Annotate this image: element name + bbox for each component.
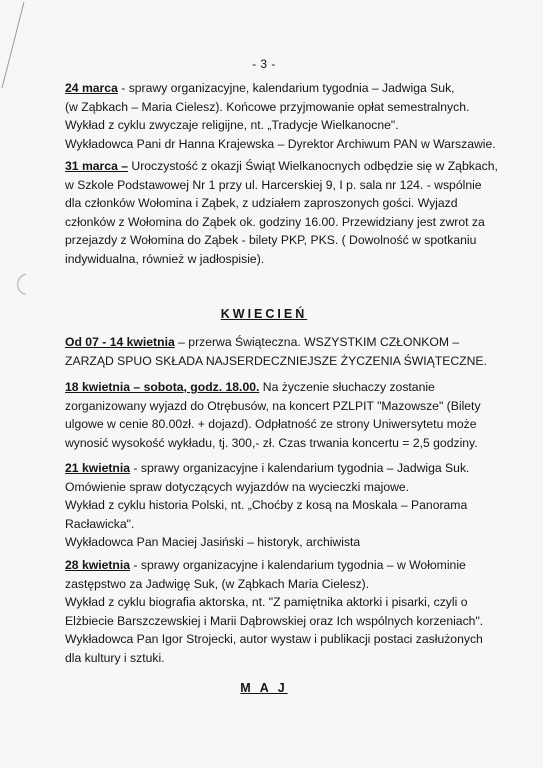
- entry-text: Na życzenie słuchaczy zostanie: [259, 380, 435, 394]
- entry-text: wynosić wysokość wykładu, tj. 300,- zł. Czas trwania koncertu = 2,5 godziny.: [65, 435, 478, 450]
- entry-first-line: [65, 378, 515, 397]
- entry-first-line: [65, 459, 515, 478]
- binder-hole-mark: [14, 272, 32, 296]
- entry-text: indywidualna, również w jadłospisie).: [65, 251, 265, 266]
- entry-april-18: [65, 378, 515, 452]
- entry-april-28: [65, 556, 515, 668]
- entry-text: - sprawy organizacyjne, kalendarium tygodnia – Jadwiga Suk,: [117, 81, 455, 95]
- entry-text: Omówienie spraw dotyczących wyjazdów na wycieczki majowe.: [65, 479, 410, 494]
- entry-text: - sprawy organizacyjne i kalendarium tygodnia – w Wołominie: [130, 558, 466, 572]
- entry-text: Wykład z cyklu zwyczaje religijne, nt. „Tradycje Wielkanocne".: [65, 118, 399, 133]
- entry-text: Elżbiecie Barszczewskiej i Marii Dąbrowskiej oraz Ich wspólnych korzeniach".: [65, 613, 484, 628]
- entry-date: 24 marca: [65, 81, 118, 95]
- entry-date: Od 07 - 14 kwietnia: [65, 335, 175, 349]
- entry-first-line: [65, 333, 515, 352]
- entry-31-march: [65, 157, 515, 269]
- entry-date: 28 kwietnia: [65, 558, 131, 572]
- entry-text: - sprawy organizacyjne i kalendarium tygodnia – Jadwiga Suk.: [130, 461, 470, 475]
- entry-text: Wykładowca Pani dr Hanna Krajewska – Dyrektor Archiwum PAN w Warszawie.: [65, 136, 496, 151]
- entry-text: Wykładowca Pan Igor Strojecki, autor wystaw i publikacji postaci zasłużonych: [65, 632, 483, 647]
- entry-april-7-14: [65, 333, 515, 370]
- entry-24-march: [65, 79, 515, 153]
- page-number: - 3 -: [252, 57, 276, 71]
- entry-text: dla członków Wołomina i Ząbek, z udziałem zaproszonych gości. Wyjazd: [65, 196, 458, 211]
- entry-first-line: [65, 556, 515, 575]
- entry-text: Wykładowca Pan Maciej Jasiński – historyk, archiwista: [65, 535, 361, 550]
- entry-text: (w Ząbkach – Maria Cielesz). Końcowe przyjmowanie opłat semestralnych.: [65, 99, 470, 114]
- entry-text: ZARZĄD SPUO SKŁADA NAJSERDECZNIEJSZE ŻYCZENIA ŚWIĄTECZNE.: [65, 353, 487, 368]
- entry-text: Wykład z cyklu historia Polski, nt. „Choćby z kosą na Moskala – Panorama: [65, 498, 468, 513]
- entry-text: przejazdy z Wołomina do Ząbek - bilety PKP, PKS. ( Dowolność w spotkaniu: [65, 233, 477, 248]
- entry-text: członków z Wołomina do Ząbek ok. godziny 16.00. Przewidziany jest zwrot za: [65, 214, 485, 229]
- entry-date: 31 marca –: [65, 159, 129, 173]
- entry-text: zastępstwo za Jadwigę Suk, (w Ząbkach Maria Cielesz).: [65, 576, 370, 591]
- entry-text: Racławicka".: [65, 516, 135, 531]
- entry-text: dla kultury i sztuki.: [65, 650, 165, 665]
- entry-text: Uroczystość z okazji Świąt Wielkanocnych odbędzie się w Ząbkach,: [128, 159, 498, 173]
- entry-text: Wykład z cyklu biografia aktorska, nt. "Z pamiętnika aktorki i pisarki, czyli o: [65, 595, 468, 610]
- entry-date: 18 kwietnia – sobota, godz. 18.00.: [65, 380, 260, 394]
- section-heading-april: KWIECIEŃ: [220, 307, 308, 321]
- entry-first-line: [65, 157, 515, 176]
- entry-april-21: [65, 459, 515, 552]
- section-heading-may: M A J: [240, 681, 288, 695]
- entry-first-line: [65, 79, 515, 98]
- entry-date: 21 kwietnia: [65, 461, 131, 475]
- entry-text: w Szkole Podstawowej Nr 1 przy ul. Harcerskiej 9, I p. sala nr 124. - wspólnie: [65, 177, 482, 192]
- entry-text: – przerwa Świąteczna. WSZYSTKIM CZŁONKOM –: [174, 335, 460, 349]
- entry-text: ulgowe w cenie 80.00zł. + dojazd). Odpłatność ze strony Uniwersytetu może: [65, 417, 477, 432]
- entry-text: zorganizowany wyjazd do Otrębusów, na koncert PZLPIT "Mazowsze" (Bilety: [65, 398, 481, 413]
- scan-edge-mark: [0, 0, 28, 90]
